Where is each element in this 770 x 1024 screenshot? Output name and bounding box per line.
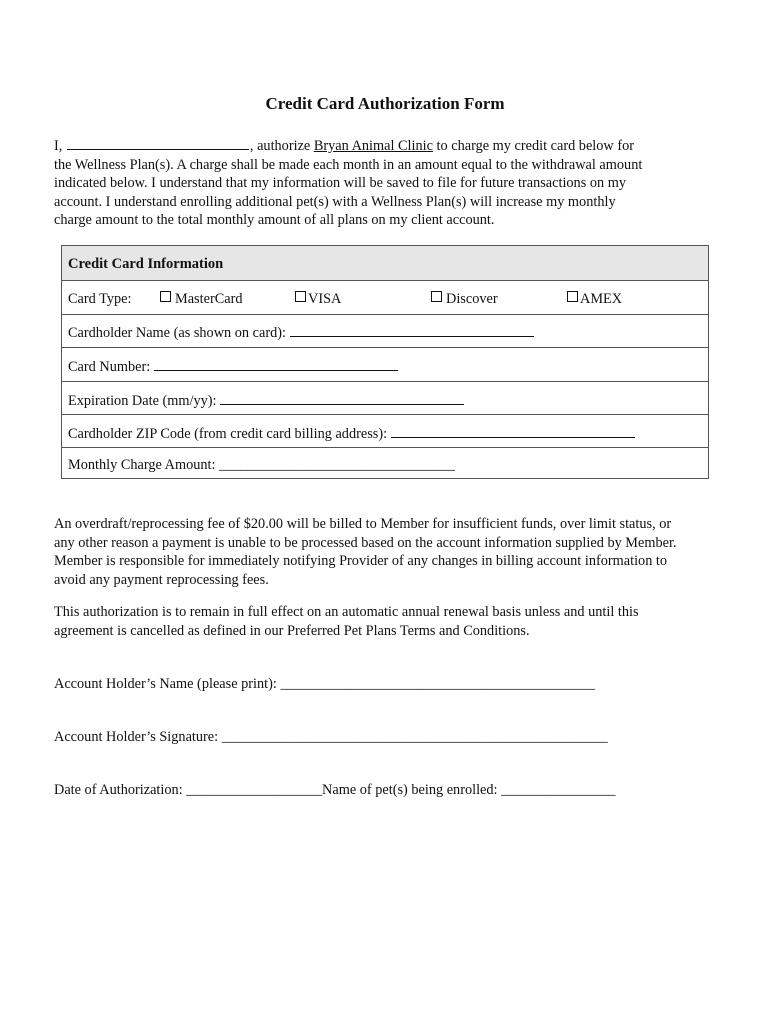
account-holder-name-line: [54, 676, 595, 693]
amex-label: AMEX: [580, 291, 623, 307]
card-info-header-text: Credit Card Information: [68, 256, 224, 272]
intro-authorize-after: to charge my credit card below for: [432, 138, 634, 154]
zip-field[interactable]: [391, 424, 635, 438]
clinic-name: Bryan Animal Clinic: [313, 138, 433, 154]
card-type-option-visa[interactable]: [295, 291, 341, 308]
card-info-header: [62, 246, 708, 281]
card-number-row: [62, 348, 708, 382]
overdraft-line-2: any other reason a payment is unable to be processed based on the account information supplied by Member.: [54, 534, 677, 551]
account-holder-name-field[interactable]: ____________________________________________: [280, 676, 595, 692]
expiration-field[interactable]: [220, 391, 464, 405]
intro-line-2: the Wellness Plan(s). A charge shall be made each month in an amount equal to the withdrawal amount: [54, 156, 643, 173]
authorization-line-2: agreement is cancelled as defined in our Preferred Pet Plans Terms and Conditions.: [54, 622, 530, 639]
mastercard-checkbox[interactable]: [160, 291, 171, 302]
account-holder-signature-line: [54, 729, 608, 746]
monthly-charge-row: [62, 448, 708, 480]
credit-card-info-box: [61, 245, 709, 479]
visa-checkbox[interactable]: [295, 291, 306, 302]
expiration-label: Expiration Date (mm/yy):: [68, 393, 217, 409]
card-number-label: Card Number:: [68, 359, 151, 375]
overdraft-line-4: avoid any payment reprocessing fees.: [54, 571, 269, 588]
card-type-label: Card Type:: [68, 291, 132, 307]
name-blank-field[interactable]: [67, 136, 249, 150]
intro-line-4: account. I understand enrolling additional pet(s) with a Wellness Plan(s) will increase my monthly: [54, 193, 616, 210]
overdraft-paragraph: [54, 515, 724, 589]
discover-label: Discover: [446, 291, 498, 307]
intro-line-5: charge amount to the total monthly amount of all plans on my client account.: [54, 212, 495, 228]
monthly-charge-label: Monthly Charge Amount:: [68, 457, 216, 473]
zip-row: [62, 415, 708, 448]
zip-label: Cardholder ZIP Code (from credit card billing address):: [68, 426, 388, 442]
account-holder-name-label: Account Holder’s Name (please print):: [54, 676, 277, 692]
cardholder-name-field[interactable]: [290, 323, 534, 337]
form-title: Credit Card Authorization Form: [265, 94, 505, 113]
card-type-option-mastercard[interactable]: [160, 291, 243, 308]
account-holder-signature-field[interactable]: ______________________________________________________: [221, 729, 608, 745]
date-and-pets-line: [54, 782, 615, 799]
amex-checkbox[interactable]: [567, 291, 578, 302]
overdraft-line-3: Member is responsible for immediately notifying Provider of any changes in billing account information to: [54, 553, 668, 569]
intro-prefix: I,: [54, 138, 63, 154]
intro-line-3: indicated below. I understand that my information will be saved to file for future transactions on my: [54, 175, 626, 191]
card-type-option-discover[interactable]: [431, 291, 498, 308]
expiration-row: [62, 382, 708, 415]
discover-checkbox[interactable]: [431, 291, 442, 302]
visa-label: VISA: [308, 291, 342, 307]
pet-names-label: Name of pet(s) being enrolled:: [322, 782, 498, 798]
overdraft-line-1: An overdraft/reprocessing fee of $20.00 will be billed to Member for insufficient funds, over limit status, or: [54, 516, 672, 532]
mastercard-label: MasterCard: [175, 291, 243, 307]
intro-line-1: [54, 136, 718, 156]
authorization-paragraph: [54, 603, 724, 640]
cardholder-name-row: [62, 315, 708, 348]
card-type-option-amex[interactable]: [567, 291, 622, 308]
card-number-field[interactable]: [154, 357, 398, 371]
intro-authorize-text: , authorize: [249, 138, 314, 154]
monthly-charge-field[interactable]: _________________________________: [219, 457, 455, 473]
authorization-line-1: This authorization is to remain in full effect on an automatic annual renewal basis unless and until this: [54, 604, 639, 620]
card-type-row: [62, 281, 708, 315]
intro-paragraph: [54, 136, 718, 230]
date-of-authorization-field[interactable]: ___________________: [186, 782, 323, 798]
account-holder-signature-label: Account Holder’s Signature:: [54, 729, 219, 745]
pet-names-field[interactable]: ________________: [501, 782, 616, 798]
cardholder-name-label: Cardholder Name (as shown on card):: [68, 325, 286, 341]
date-of-authorization-label: Date of Authorization:: [54, 782, 183, 798]
